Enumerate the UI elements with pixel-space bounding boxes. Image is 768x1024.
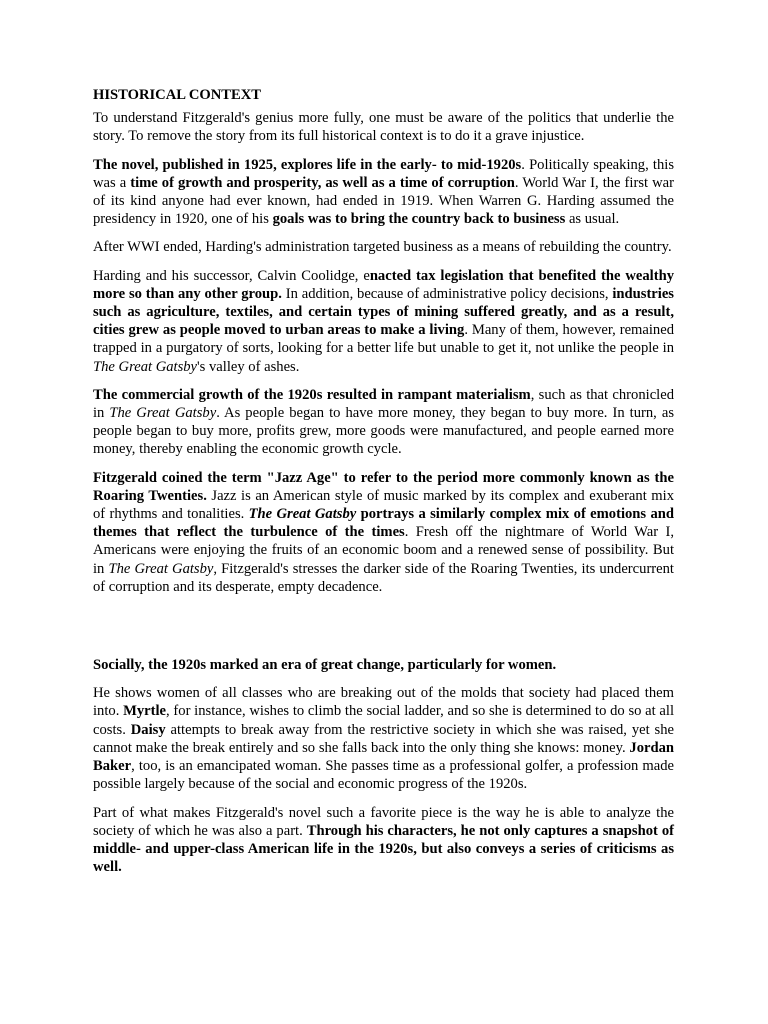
text-run: To understand Fitzgerald's genius more fully, one must be aware of the politics that underlie the story. To remove the story from its full historical context is to do it a grave injustice.: [93, 110, 674, 145]
text-run: The novel, published in 1925, explores life in the early- to mid-1920s: [93, 156, 522, 173]
paragraph-novel-1925: [93, 156, 674, 229]
text-run: , Fitzgerald's stresses the darker side of the Roaring Twenties, its undercurrent of corruption and its desperate, empty decadence.: [93, 560, 674, 595]
paragraph-after-wwi: [93, 238, 674, 256]
text-run: Part of what makes Fitzgerald's novel such a favorite piece is the way he is able to analyze the society of which he was also a part.: [93, 804, 674, 839]
text-run: The Great Gatsby: [109, 405, 217, 422]
text-run: as usual.: [565, 211, 620, 228]
text-run: Jordan Baker: [93, 739, 674, 775]
text-run: Socially, the 1920s marked an era of great change, particularly for women.: [93, 657, 557, 674]
paragraph-harding-coolidge: [93, 267, 674, 376]
text-run: Through his characters, he not only captures a snapshot of middle- and upper-class American life in the 1920s, but also conveys a series of criticisms as well.: [93, 822, 674, 876]
section-gap: [93, 606, 674, 656]
paragraph-intro: [93, 109, 674, 145]
text-run: time of growth and prosperity, as well as a time of corruption: [130, 174, 515, 191]
text-run: . As people began to have more money, they began to buy more. In turn, as people began to buy more, profits grew, more goods were manufactured, and people earned more money, thereby enabling the economic growth cycle.: [93, 405, 675, 458]
text-run: He shows women of all classes who are breaking out of the molds that society had placed them into.: [93, 685, 674, 720]
text-run: . World War I, the first war of its kind anyone had ever known, had ended in 1919. When Warren G. Harding assumed the presidency in 1920, one of his: [93, 174, 674, 228]
text-run: After WWI ended, Harding's administration targeted business as a means of rebuilding the country.: [93, 239, 672, 256]
text-run: industries such as agriculture, textiles, and certain types of mining suffered greatly, and as a result, cities grew as people moved to urban areas to make a living: [93, 285, 674, 339]
text-run: Fitzgerald coined the term "Jazz Age" to refer to the period more commonly known as the Roaring Twenties.: [93, 469, 674, 504]
text-run: Daisy: [130, 721, 166, 738]
text-run: nacted tax legislation that benefited the wealthy more so than any other group.: [93, 267, 674, 302]
text-run: , for instance, wishes to climb the social ladder, and so she is determined to do so at all costs.: [93, 703, 674, 738]
paragraph-commercial-growth: [93, 386, 674, 459]
text-run: Jazz is an American style of music marked by its complex and exuberant mix of rhythms and tonalities.: [93, 487, 674, 523]
text-run: Myrtle: [123, 703, 167, 720]
text-run: portrays a similarly complex mix of emotions and themes that reflect the turbulence of the times: [93, 506, 674, 541]
text-run: The commercial growth of the 1920s resulted in rampant materialism: [93, 386, 531, 403]
section-heading: HISTORICAL CONTEXT: [93, 87, 262, 103]
text-run: The Great Gatsby: [248, 506, 357, 523]
text-run: . Politically speaking, this was a: [93, 156, 674, 191]
text-run: . Fresh off the nightmare of World War I, Americans were enjoying the fruits of an economic boom and a renewed sense of possibility. But in: [93, 524, 674, 577]
text-run: , too, is an emancipated woman. She passes time as a professional golfer, a profession made possible largely because of the social and economic progress of the 1920s.: [93, 758, 674, 793]
text-run: 's valley of ashes.: [197, 358, 300, 375]
paragraph-criticisms: [93, 804, 674, 877]
paragraph-women: [93, 684, 674, 793]
text-run: Harding and his successor, Calvin Coolidge, e: [93, 267, 370, 284]
text-run: attempts to break away from the restrictive society in which she was raised, yet she cannot make the break entirely and so she falls back into the only thing she knows: money.: [93, 721, 675, 756]
paragraph-jazz-age: [93, 469, 674, 596]
text-run: The Great Gatsby: [108, 560, 214, 577]
text-run: , such as that chronicled in: [93, 386, 674, 422]
text-run: The Great Gatsby: [93, 358, 198, 375]
text-run: . Many of them, however, remained trapped in a purgatory of sorts, looking for a better life but unable to get it, not unlike the people in: [93, 322, 674, 357]
text-run: goals was to bring the country back to business: [272, 211, 566, 228]
text-run: In addition, because of administrative policy decisions,: [281, 285, 613, 302]
paragraph-social-change: [93, 656, 674, 674]
